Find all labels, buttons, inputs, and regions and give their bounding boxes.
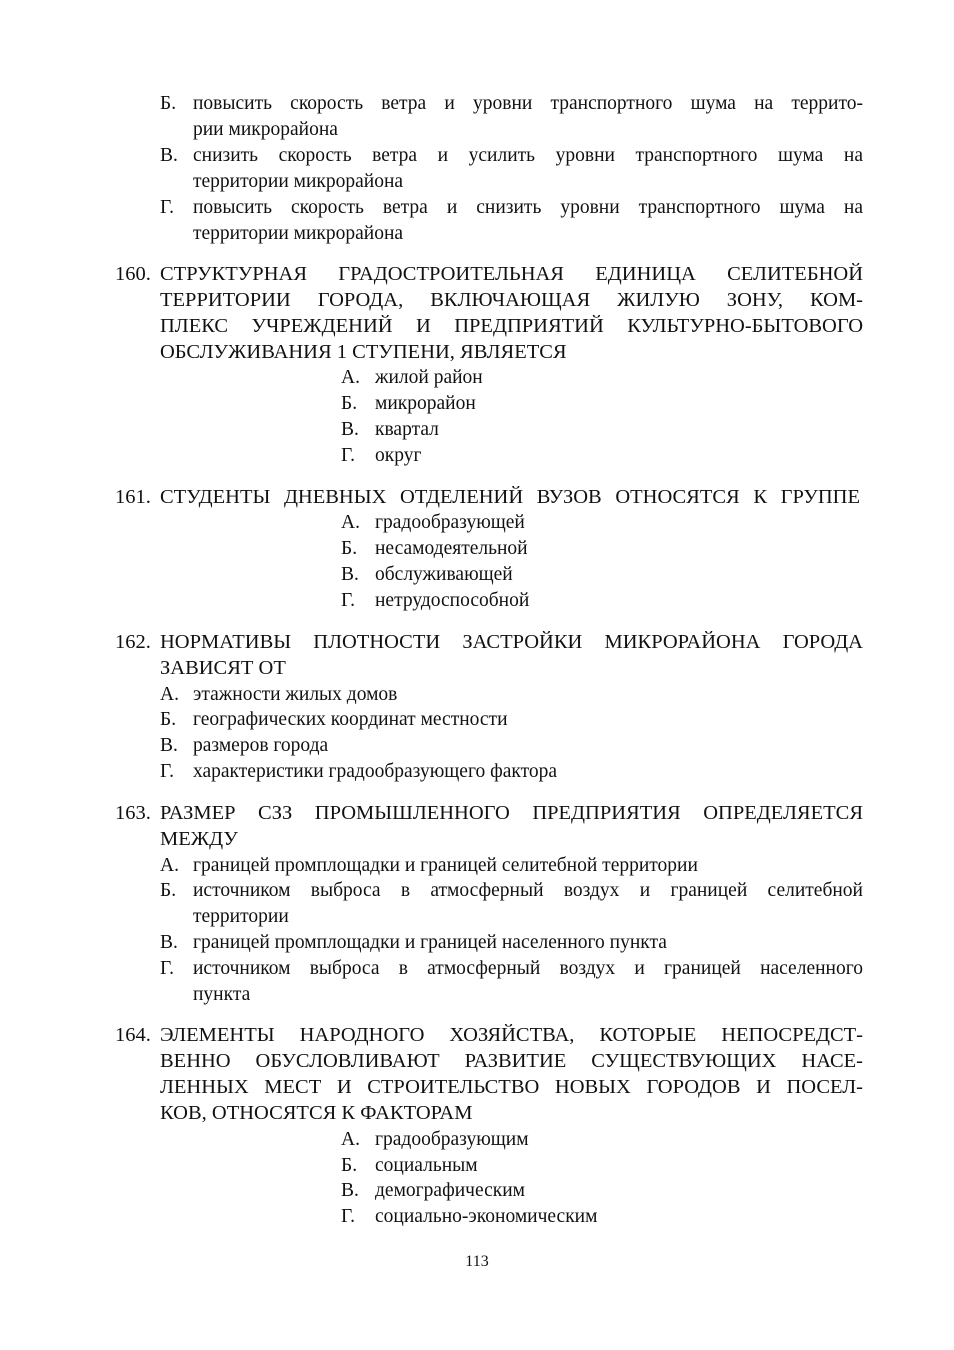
option-text: этажности жилых домов [193, 684, 398, 705]
option-label: А. [160, 855, 179, 876]
question-text: РАЗМЕР СЗЗ ПРОМЫШЛЕННОГО ПРЕДПРИЯТИЯ ОПРЕДЕЛЯЕТСЯ [160, 802, 863, 824]
option-label: Г. [341, 1206, 355, 1227]
option-text: территории микрорайона [193, 223, 404, 244]
option-label: Б. [160, 709, 177, 730]
option-text: снизить скорость ветра и усилить уровни транспортного шума на [193, 145, 863, 166]
option-text: обслуживающей [375, 564, 513, 585]
option-label: Г. [341, 445, 355, 466]
option-text: градообразующим [375, 1129, 529, 1150]
option-text: пункта [193, 984, 251, 1005]
question-text: ЛЕННЫХ МЕСТ И СТРОИТЕЛЬСТВО НОВЫХ ГОРОДОВ И ПОСЕЛ- [160, 1076, 863, 1098]
option-label: Б. [341, 1155, 358, 1176]
option-text: границей промплощадки и границей населенного пункта [193, 932, 667, 953]
question-text: ОБСЛУЖИВАНИЯ 1 СТУПЕНИ, ЯВЛЯЕТСЯ [160, 341, 567, 363]
option-label: Б. [160, 93, 177, 114]
page-number: 113 [465, 1253, 489, 1270]
option-text: повысить скорость ветра и уровни транспортного шума на террито- [193, 93, 863, 114]
option-text: источником выброса в атмосферный воздух и границей населенного [193, 958, 863, 979]
option-text: демографическим [375, 1180, 525, 1201]
option-text: характеристики градообразующего фактора [193, 761, 558, 782]
option-label: В. [160, 735, 178, 756]
question-text: ТЕРРИТОРИИ ГОРОДА, ВКЛЮЧАЮЩАЯ ЖИЛУЮ ЗОНУ, КОМ- [160, 289, 863, 311]
question-text: МЕЖДУ [160, 828, 238, 850]
option-text: микрорайон [375, 393, 476, 414]
option-label: Г. [341, 590, 355, 611]
question-number: 161. [115, 486, 151, 508]
question-number: 160. [115, 263, 151, 285]
option-label: В. [160, 145, 178, 166]
option-text: несамодеятельной [375, 538, 528, 559]
question-number: 163. [115, 802, 151, 824]
option-text: географических координат местности [193, 709, 508, 730]
option-text: границей промплощадки и границей селитебной территории [193, 855, 698, 876]
option-label: В. [341, 564, 359, 585]
option-text: территории [193, 906, 289, 927]
question-text: НОРМАТИВЫ ПЛОТНОСТИ ЗАСТРОЙКИ МИКРОРАЙОНА ГОРОДА [160, 631, 863, 653]
option-text: размеров города [193, 735, 329, 756]
option-label: А. [341, 1129, 360, 1150]
question-number: 162. [115, 631, 151, 653]
question-text: КОВ, ОТНОСЯТСЯ К ФАКТОРАМ [160, 1102, 473, 1124]
option-label: Б. [341, 393, 358, 414]
option-text: территории микрорайона [193, 171, 404, 192]
question-text: СТРУКТУРНАЯ ГРАДОСТРОИТЕЛЬНАЯ ЕДИНИЦА СЕЛИТЕБНОЙ [160, 263, 863, 285]
option-label: Б. [160, 880, 177, 901]
option-text: повысить скорость ветра и снизить уровни транспортного шума на [193, 197, 863, 218]
option-text: социальным [375, 1155, 478, 1176]
option-label: В. [341, 1180, 359, 1201]
option-text: рии микрорайона [193, 119, 338, 140]
option-text: квартал [375, 419, 439, 440]
option-text: социально-экономическим [375, 1206, 598, 1227]
option-label: Г. [160, 761, 174, 782]
question-text: ЗАВИСЯТ ОТ [160, 657, 286, 679]
option-text: градообразующей [375, 512, 525, 533]
option-label: В. [160, 932, 178, 953]
option-text: округ [375, 445, 422, 466]
question-number: 164. [115, 1024, 151, 1046]
question-text: ЭЛЕМЕНТЫ НАРОДНОГО ХОЗЯЙСТВА, КОТОРЫЕ НЕПОСРЕДСТ- [160, 1024, 863, 1046]
option-text: жилой район [375, 367, 483, 388]
question-text: ПЛЕКС УЧРЕЖДЕНИЙ И ПРЕДПРИЯТИЙ КУЛЬТУРНО-БЫТОВОГО [160, 315, 863, 337]
option-label: Г. [160, 197, 174, 218]
option-label: А. [160, 684, 179, 705]
option-label: А. [341, 512, 360, 533]
option-label: Б. [341, 538, 358, 559]
option-text: источником выброса в атмосферный воздух и границей селитебной [193, 880, 863, 901]
option-text: нетрудоспособной [375, 590, 530, 611]
option-label: А. [341, 367, 360, 388]
question-text: СТУДЕНТЫ ДНЕВНЫХ ОТДЕЛЕНИЙ ВУЗОВ ОТНОСЯТСЯ К ГРУППЕ [160, 486, 860, 508]
option-label: В. [341, 419, 359, 440]
question-text: ВЕННО ОБУСЛОВЛИВАЮТ РАЗВИТИЕ СУЩЕСТВУЮЩИХ НАСЕ- [160, 1050, 863, 1072]
option-label: Г. [160, 958, 174, 979]
